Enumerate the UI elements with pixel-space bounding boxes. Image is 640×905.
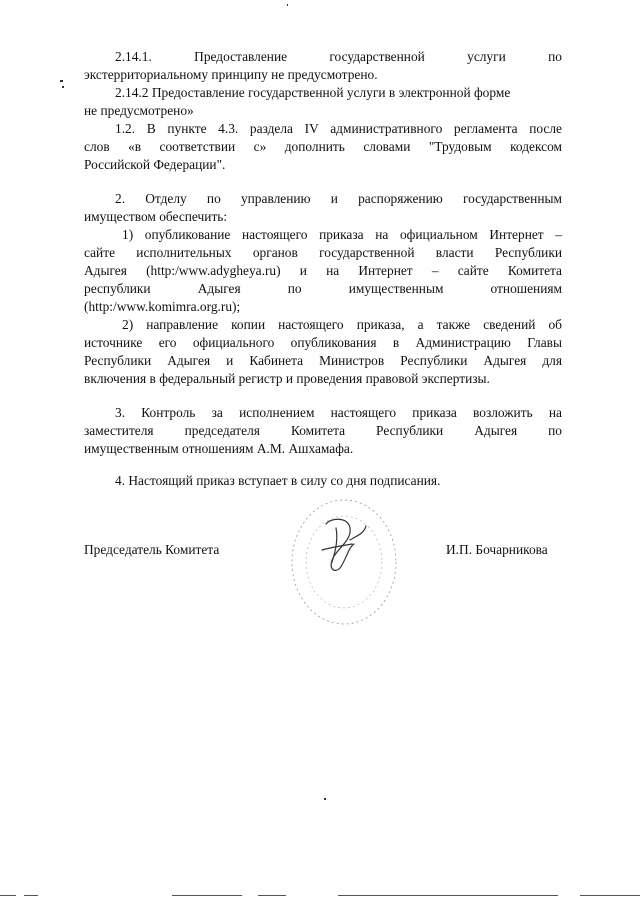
scan-edge-line <box>24 895 38 896</box>
item-3-line1: 3. Контроль за исполнением настоящего приказа возложить на <box>115 405 562 420</box>
scan-edge-line <box>258 895 286 896</box>
item-2-2-line4: включения в федеральный регистр и проведения правовой экспертизы. <box>84 371 490 386</box>
item-3-line2: заместителя председателя Комитета Республики Адыгея по <box>84 423 562 438</box>
seal-stamp <box>278 488 408 638</box>
scan-edge-line <box>172 895 242 896</box>
item-2-1-line5: (http:/www.komimra.org.ru); <box>84 299 241 314</box>
item-2-14-1-line1: 2.14.1. Предоставление государственной услуги по <box>115 49 562 64</box>
item-2-14-1-line2: экстерриториальному принципу не предусмотрено. <box>84 67 378 82</box>
item-2-2-line3: Республики Адыгея и Кабинета Министров Республики Адыгея для <box>84 353 562 368</box>
scan-edge-line <box>580 895 640 896</box>
item-2-2-line1: 2) направление копии настоящего приказа, а также сведений об <box>122 317 562 332</box>
scan-speck <box>60 80 63 82</box>
scan-speck <box>287 4 288 6</box>
scan-speck <box>62 86 64 88</box>
item-2-2-line2: источнике его официального опубликования в Администрацию Главы <box>84 335 562 350</box>
item-1-2-line3: Российской Федерации". <box>84 157 226 172</box>
item-2-14-2-line1: 2.14.2 Предоставление государственной услуги в электронной форме <box>115 85 511 100</box>
scan-edge-line <box>338 895 558 896</box>
item-2-1-line3: Адыгея (http:/www.adygheya.ru) и на Интернет – сайте Комитета <box>84 263 562 278</box>
item-1-2-line1: 1.2. В пункте 4.3. раздела IV административного регламента после <box>115 121 562 136</box>
item-1-2-line2: слов «в соответствии с» дополнить словами "Трудовым кодексом <box>84 139 562 154</box>
scan-edge-line <box>0 895 16 896</box>
item-2-1-line1: 1) опубликование настоящего приказа на официальном Интернет – <box>122 227 562 242</box>
item-2-1-line4: республики Адыгея по имущественным отношениям <box>84 281 562 296</box>
signature-name: И.П. Бочарникова <box>446 542 548 557</box>
handwritten-signature <box>322 519 366 570</box>
item-2-line2: имуществом обеспечить: <box>84 209 228 224</box>
item-2-14-2-line2: не предусмотрено» <box>84 103 194 118</box>
scan-speck <box>324 798 326 800</box>
signature-position: Председатель Комитета <box>84 542 220 557</box>
item-2-line1: 2. Отделу по управлению и распоряжению государственным <box>115 191 562 206</box>
item-4-line1: 4. Настоящий приказ вступает в силу со дня подписания. <box>115 473 441 488</box>
item-3-line3: имущественным отношениям А.М. Ашхамафа. <box>84 441 354 456</box>
item-2-1-line2: сайте исполнительных органов государственной власти Республики <box>84 245 562 260</box>
